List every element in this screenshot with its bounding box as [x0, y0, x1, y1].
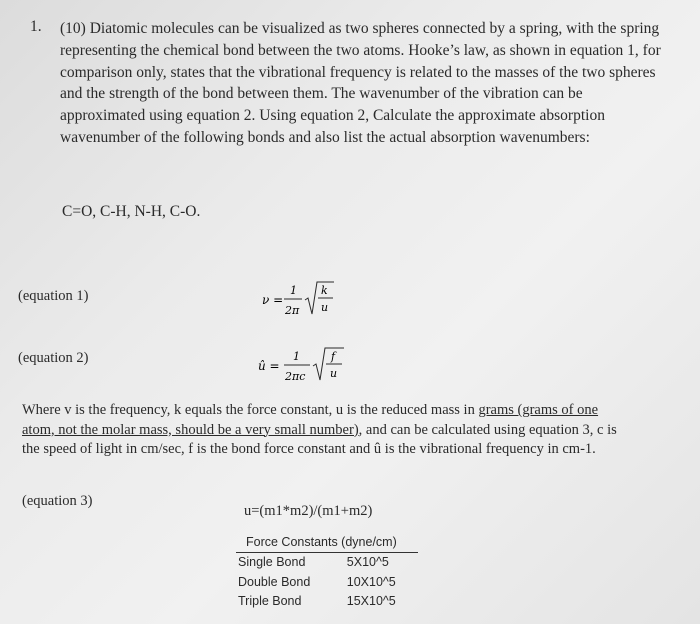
equation-2-label: (equation 2)	[18, 350, 89, 366]
eq1-lhs: ν =	[262, 293, 284, 307]
table-row	[236, 573, 416, 593]
force-constants-table	[236, 535, 418, 612]
equation-2-formula	[256, 344, 356, 390]
eq2-den: 2πc	[285, 370, 306, 383]
bond-type: Single Bond	[238, 555, 306, 569]
eq1-den: 2π	[285, 304, 300, 317]
eq2-rad-den: u	[330, 367, 338, 380]
bond-list: C=O, C-H, N-H, C-O.	[62, 203, 201, 220]
equation-3-label: (equation 3)	[22, 493, 93, 509]
bond-type: Double Bond	[238, 574, 311, 589]
equation-1-label: (equation 1)	[18, 288, 89, 304]
explanation-underlined: grams (grams of one atom, not the molar mass, should be a very small number)	[22, 402, 599, 438]
eq1-num: 1	[290, 284, 297, 297]
force-value: 5X10^5	[346, 555, 389, 569]
eq2-rad-num: f	[331, 350, 336, 363]
question-text: (10) Diatomic molecules can be visualized as two spheres connected by a spring, with the spring representing the chemical bond between the two atoms. Hooke’s law, as shown in equation 1, for comparison only, states that the vibrational frequency is related to the masses of the two spheres and the strength of the bond between them. The wavenumber of the vibration can be approximated using equation 2. Using equation 2, Calculate the approximate absorption wavenumber of the following bonds and also list the actual absorption wavenumbers:	[60, 20, 661, 146]
table-row	[236, 592, 416, 612]
bond-type: Triple Bond	[238, 594, 302, 608]
equation-3-formula: u=(m1*m2)/(m1+m2)	[244, 503, 373, 519]
explanation-text	[22, 401, 634, 460]
force-value: 10X10^5	[346, 574, 396, 589]
question-number: 1.	[30, 18, 42, 35]
explanation-part-1: Where v is the frequency, k equals the force constant, u is the reduced mass in	[22, 402, 479, 418]
explanation-part-2: , and can be calculated using equation 3, c is the speed of light in cm/sec, f is the bond force constant and û is the vibrational frequency in cm-1.	[22, 421, 617, 458]
eq2-lhs: û =	[258, 359, 280, 373]
eq1-rad-num: k	[321, 284, 328, 297]
table-row	[236, 553, 416, 573]
eq1-rad-den: u	[321, 301, 329, 314]
force-constants-header: Force Constants (dyne/cm)	[236, 535, 418, 553]
force-value: 15X10^5	[346, 594, 396, 608]
eq2-num: 1	[293, 350, 300, 363]
equation-1-formula	[260, 278, 340, 324]
